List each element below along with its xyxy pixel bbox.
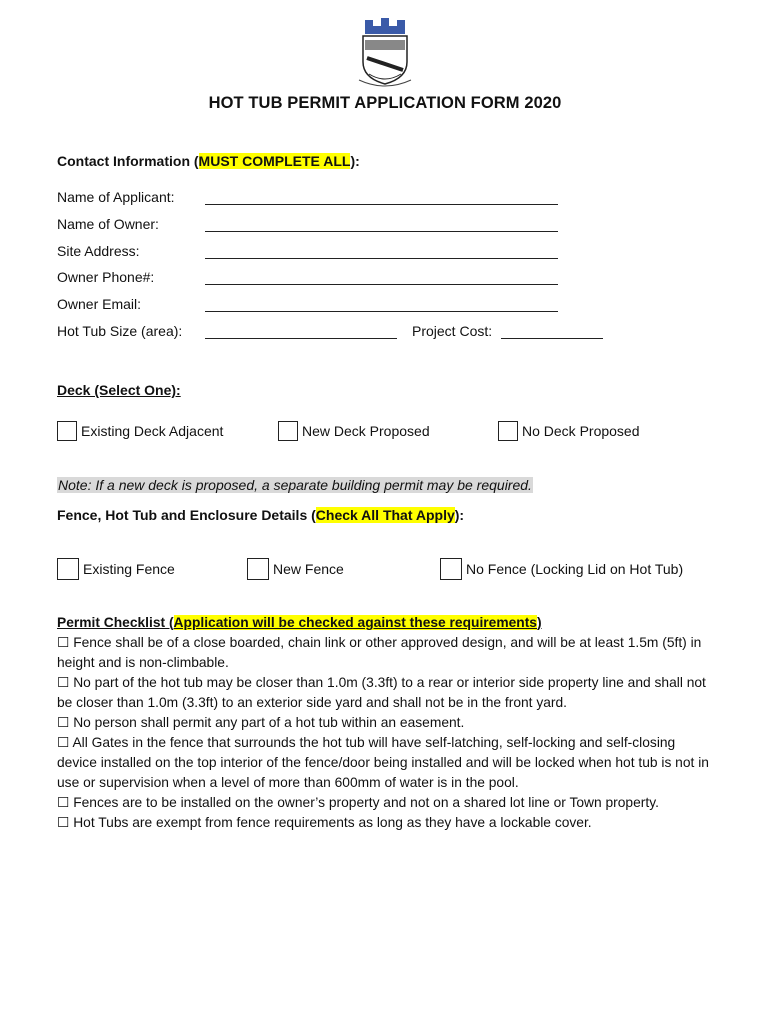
fence-option-existing[interactable] [57, 558, 175, 580]
field-hot-tub-size [57, 323, 205, 339]
checkbox[interactable] [247, 558, 269, 580]
owner-email-input-line[interactable] [205, 311, 558, 312]
option-label: New Fence [273, 561, 344, 577]
field-owner [57, 216, 205, 232]
field-label: Site Address: [57, 243, 140, 259]
field-label: Owner Email: [57, 296, 142, 312]
field-label: Name of Owner: [57, 216, 159, 232]
checklist-heading-highlight: Application will be checked against these requirements [173, 615, 537, 630]
fence-option-new[interactable] [247, 558, 344, 580]
checklist-heading: Permit Checklist (Application will be checked against these requirements) [57, 615, 542, 630]
field-label: Owner Phone#: [57, 269, 155, 285]
owner-phone-input-line[interactable] [205, 284, 558, 285]
site-address-input-line[interactable] [205, 258, 558, 259]
hot-tub-size-input-line[interactable] [205, 338, 397, 339]
option-label: Existing Deck Adjacent [81, 423, 224, 439]
deck-option-existing[interactable] [57, 421, 223, 441]
checklist-item: ☐ Hot Tubs are exempt from fence requirements as long as they have a lockable cover. [57, 815, 592, 830]
project-cost-label: Project Cost: [412, 323, 493, 339]
checkbox[interactable] [57, 421, 77, 441]
field-owner-phone [57, 269, 205, 285]
option-label: No Deck Proposed [522, 423, 640, 439]
permit-checklist [57, 613, 717, 833]
owner-input-line[interactable] [205, 231, 558, 232]
form-title: HOT TUB PERMIT APPLICATION FORM 2020 [208, 94, 562, 112]
field-site-address [57, 243, 205, 259]
checklist-item: ☐ Fence shall be of a close boarded, chain link or other approved design, and will be at least 1.5m (5ft) in height and is non-climbable. [57, 635, 702, 670]
option-label: Existing Fence [83, 561, 175, 577]
field-applicant [57, 189, 205, 205]
checklist-item: ☐ No person shall permit any part of a hot tub within an easement. [57, 715, 465, 730]
deck-note: Note: If a new deck is proposed, a separate building permit may be required. [58, 477, 532, 493]
checkbox[interactable] [57, 558, 79, 580]
deck-option-new[interactable] [278, 421, 430, 441]
town-crest-logo [355, 18, 415, 90]
checklist-item: ☐ No part of the hot tub may be closer than 1.0m (3.3ft) to a rear or interior side property line and shall not be closer than 1.0m (3.3ft) to an exterior side yard and shall not be in the front yard. [57, 675, 706, 710]
deck-heading: Deck (Select One): [57, 382, 181, 398]
field-label: Name of Applicant: [57, 189, 175, 205]
checkbox[interactable] [278, 421, 298, 441]
fence-heading-highlight: Check All That Apply [315, 507, 455, 523]
field-owner-email [57, 296, 205, 312]
fence-heading: Fence, Hot Tub and Enclosure Details (Check All That Apply): [57, 507, 465, 523]
option-label: No Fence (Locking Lid on Hot Tub) [466, 561, 684, 577]
applicant-input-line[interactable] [205, 204, 558, 205]
option-label: New Deck Proposed [302, 423, 430, 439]
checklist-item: ☐ Fences are to be installed on the owner’s property and not on a shared lot line or Town property. [57, 795, 659, 810]
checklist-item: ☐ All Gates in the fence that surrounds the hot tub will have self-latching, self-locking and self-closing device installed on the top interior of the fence/door being installed and will be locked when hot tub is not in use or supervision when a level of more than 600mm of water is in the pool. [57, 735, 709, 790]
field-label: Hot Tub Size (area): [57, 323, 183, 339]
contact-heading: Contact Information (MUST COMPLETE ALL): [57, 153, 360, 169]
fence-option-none[interactable] [440, 558, 683, 580]
checkbox[interactable] [498, 421, 518, 441]
contact-heading-highlight: MUST COMPLETE ALL [198, 153, 351, 169]
deck-option-none[interactable] [498, 421, 640, 441]
checkbox[interactable] [440, 558, 462, 580]
project-cost-input-line[interactable] [501, 338, 603, 339]
